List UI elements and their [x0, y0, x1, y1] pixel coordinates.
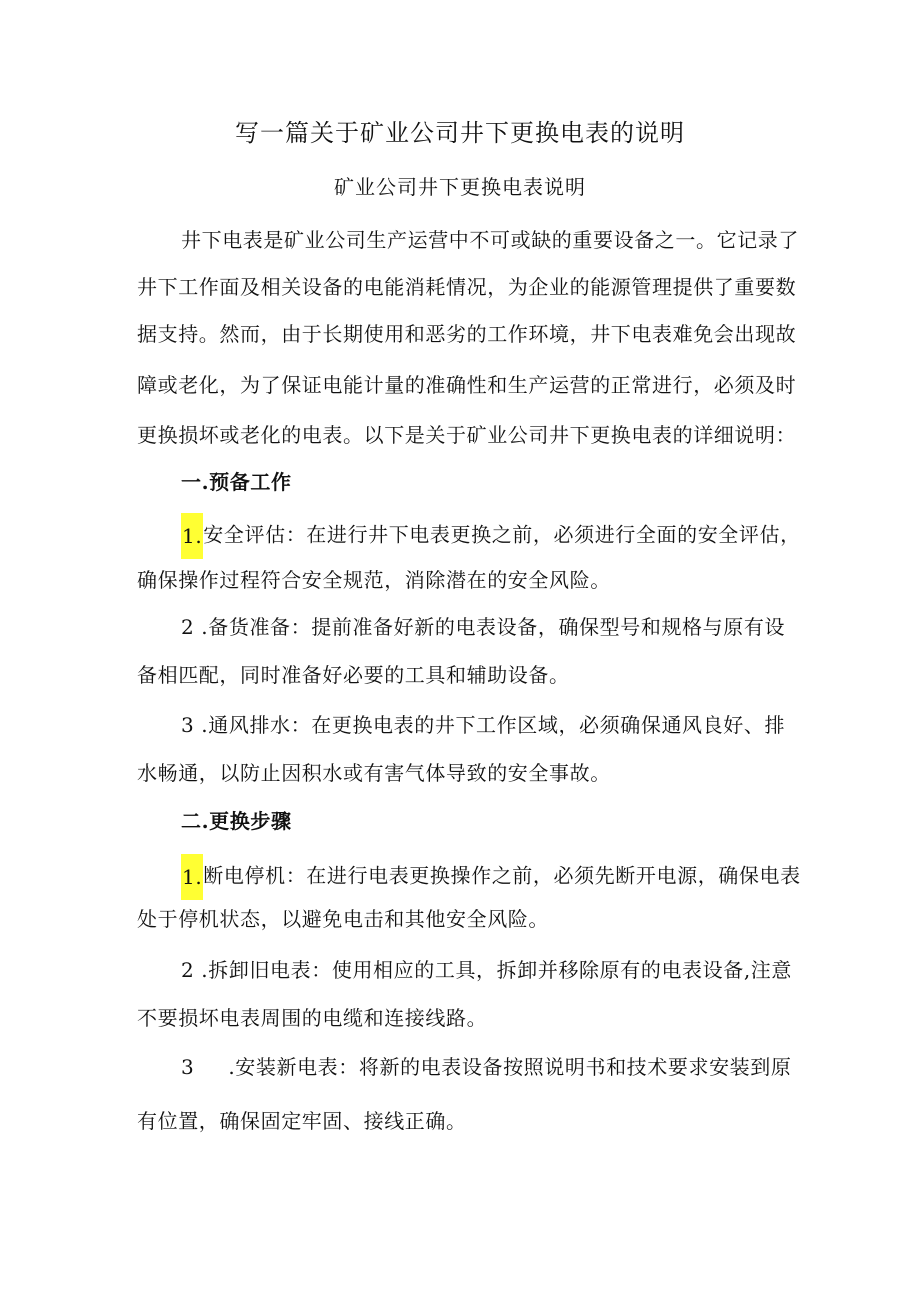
- section-2-item-2: 2 .拆卸旧电表：使用相应的工具，拆卸并移除原有的电表设备,注意: [181, 958, 792, 982]
- section-2-item-3: [181, 1052, 792, 1082]
- section-1-item-1-cont: 确保操作过程符合安全规范，消除潜在的安全风险。: [137, 568, 611, 592]
- section-2-item-1: [181, 854, 801, 900]
- section-2-item-3-cont: 有位置，确保固定牢固、接线正确。: [137, 1109, 467, 1133]
- section-2-item-1-text: 断电停机：在进行电表更换操作之前，必须先断开电源，确保电表: [203, 863, 801, 888]
- section-1-item-2: 2 .备货准备：提前准备好新的电表设备，确保型号和规格与原有设: [181, 615, 786, 639]
- section-1-item-1-text: 安全评估：在进行井下电表更换之前，必须进行全面的安全评估，: [203, 522, 801, 547]
- section-1-item-1: [181, 513, 801, 559]
- section-2-item-2-cont: 不要损坏电表周围的电缆和连接线路。: [137, 1006, 488, 1030]
- intro-line-1: 井下电表是矿业公司生产运营中不可或缺的重要设备之一。它记录了: [181, 228, 799, 252]
- section-2-heading: 二.更换步骤: [181, 809, 292, 833]
- section-1-item-2-cont: 备相匹配，同时准备好必要的工具和辅助设备。: [137, 663, 570, 687]
- highlighted-number: 1.: [181, 854, 203, 900]
- highlighted-number: 1.: [181, 513, 203, 559]
- section-2-item-3-number: 3: [181, 1055, 195, 1079]
- section-2-item-1-cont: 处于停机状态，以避免电击和其他安全风险。: [137, 907, 549, 931]
- intro-line-3: 据支持。然而，由于长期使用和恶劣的工作环境，井下电表难免会出现故: [137, 322, 797, 346]
- section-1-heading: 一.预备工作: [181, 470, 292, 494]
- section-2-item-3-text: .安装新电表：将新的电表设备按照说明书和技术要求安装到原: [228, 1055, 792, 1079]
- intro-line-5: 更换损坏或老化的电表。以下是关于矿业公司井下更换电表的详细说明：: [137, 423, 797, 447]
- intro-line-2: 井下工作面及相关设备的电能消耗情况，为企业的能源管理提供了重要数: [137, 275, 797, 299]
- section-1-item-3: 3 .通风排水：在更换电表的井下工作区域，必须确保通风良好、排: [181, 713, 786, 737]
- intro-line-4: 障或老化，为了保证电能计量的准确性和生产运营的正常进行，必须及时: [137, 373, 797, 397]
- document-title: 写一篇关于矿业公司井下更换电表的说明: [235, 119, 685, 147]
- document-subtitle: 矿业公司井下更换电表说明: [334, 175, 586, 199]
- section-1-item-3-cont: 水畅通，以防止因积水或有害气体导致的安全事故。: [137, 761, 611, 785]
